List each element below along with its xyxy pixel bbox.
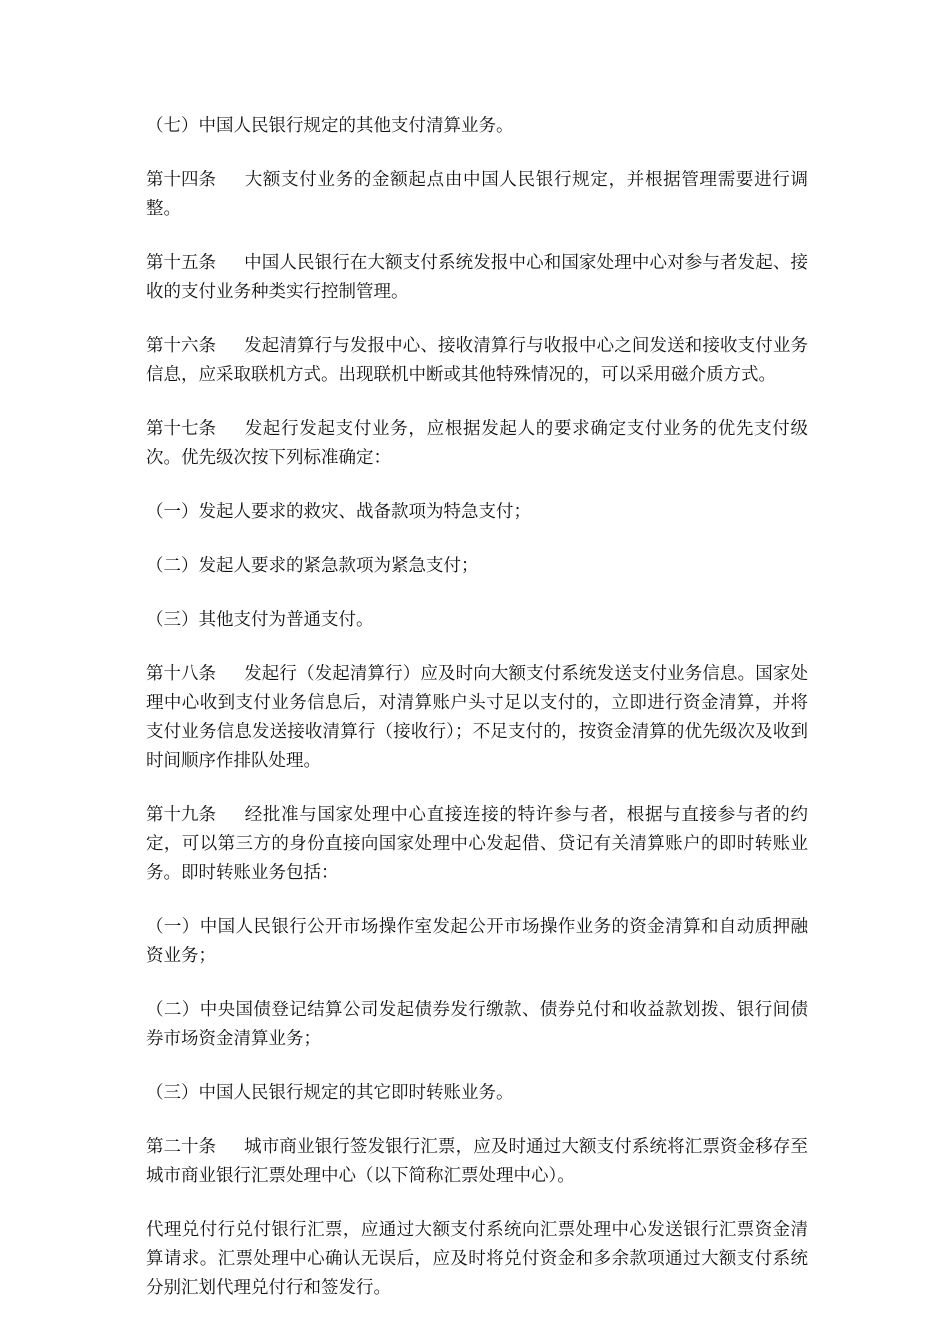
paragraph-text: （七）中国人民银行规定的其他支付清算业务。 <box>146 116 514 136</box>
article-number: 第十八条 <box>146 664 216 684</box>
article-text: 大额支付业务的金额起点由中国人民银行规定，并根据管理需要进行调整。 <box>146 170 808 219</box>
article-text: 发起行（发起清算行）应及时向大额支付系统发送支付业务信息。国家处理中心收到支付业务信息后，对清算账户头寸足以支付的，立即进行资金清算，并将支付业务信息发送接收清算行（接收行）；不足支付的，按资金清算的优先级次及收到时间顺序作排队处理。 <box>146 664 808 771</box>
article-18 <box>146 660 808 776</box>
paragraph-text: （三）其他支付为普通支付。 <box>146 610 374 630</box>
article-16 <box>146 332 808 390</box>
article-19 <box>146 801 808 888</box>
document-body <box>146 112 808 1328</box>
list-item-1 <box>146 913 808 971</box>
paragraph-item-7 <box>146 112 808 141</box>
article-number: 第十六条 <box>146 336 216 356</box>
list-item-2 <box>146 996 808 1054</box>
article-number: 第十七条 <box>146 419 216 439</box>
paragraph-text: （二）发起人要求的紧急款项为紧急支付； <box>146 556 479 576</box>
list-item-1 <box>146 498 808 527</box>
paragraph-text: （二）中央国债登记结算公司发起债券发行缴款、债券兑付和收益款划拨、银行间债券市场资金清算业务； <box>146 1000 808 1049</box>
article-number: 第十九条 <box>146 805 216 825</box>
list-item-3 <box>146 606 808 635</box>
paragraph-redemption <box>146 1216 808 1303</box>
paragraph-text: （三）中国人民银行规定的其它即时转账业务。 <box>146 1083 514 1103</box>
list-item-3 <box>146 1079 808 1108</box>
article-number: 第二十条 <box>146 1137 216 1157</box>
article-text: 经批准与国家处理中心直接连接的特许参与者，根据与直接参与者的约定，可以第三方的身份直接向国家处理中心发起借、贷记有关清算账户的即时转账业务。即时转账业务包括： <box>146 805 808 883</box>
article-text: 发起清算行与发报中心、接收清算行与收报中心之间发送和接收支付业务信息，应采取联机方式。出现联机中断或其他特殊情况的，可以采用磁介质方式。 <box>146 336 808 385</box>
list-item-2 <box>146 552 808 581</box>
article-text: 城市商业银行签发银行汇票，应及时通过大额支付系统将汇票资金移存至城市商业银行汇票处理中心（以下简称汇票处理中心）。 <box>146 1137 808 1186</box>
article-20 <box>146 1133 808 1191</box>
article-14 <box>146 166 808 224</box>
article-text: 中国人民银行在大额支付系统发报中心和国家处理中心对参与者发起、接收的支付业务种类实行控制管理。 <box>146 253 808 302</box>
article-17 <box>146 415 808 473</box>
paragraph-text: （一）发起人要求的救灾、战备款项为特急支付； <box>146 502 531 522</box>
paragraph-text: （一）中国人民银行公开市场操作室发起公开市场操作业务的资金清算和自动质押融资业务； <box>146 917 808 966</box>
paragraph-text: 代理兑付行兑付银行汇票，应通过大额支付系统向汇票处理中心发送银行汇票资金清算请求。汇票处理中心确认无误后，应及时将兑付资金和多余款项通过大额支付系统分别汇划代理兑付行和签发行。 <box>146 1220 808 1298</box>
article-number: 第十四条 <box>146 170 216 190</box>
article-number: 第十五条 <box>146 253 216 273</box>
article-15 <box>146 249 808 307</box>
article-text: 发起行发起支付业务，应根据发起人的要求确定支付业务的优先支付级次。优先级次按下列标准确定： <box>146 419 808 468</box>
